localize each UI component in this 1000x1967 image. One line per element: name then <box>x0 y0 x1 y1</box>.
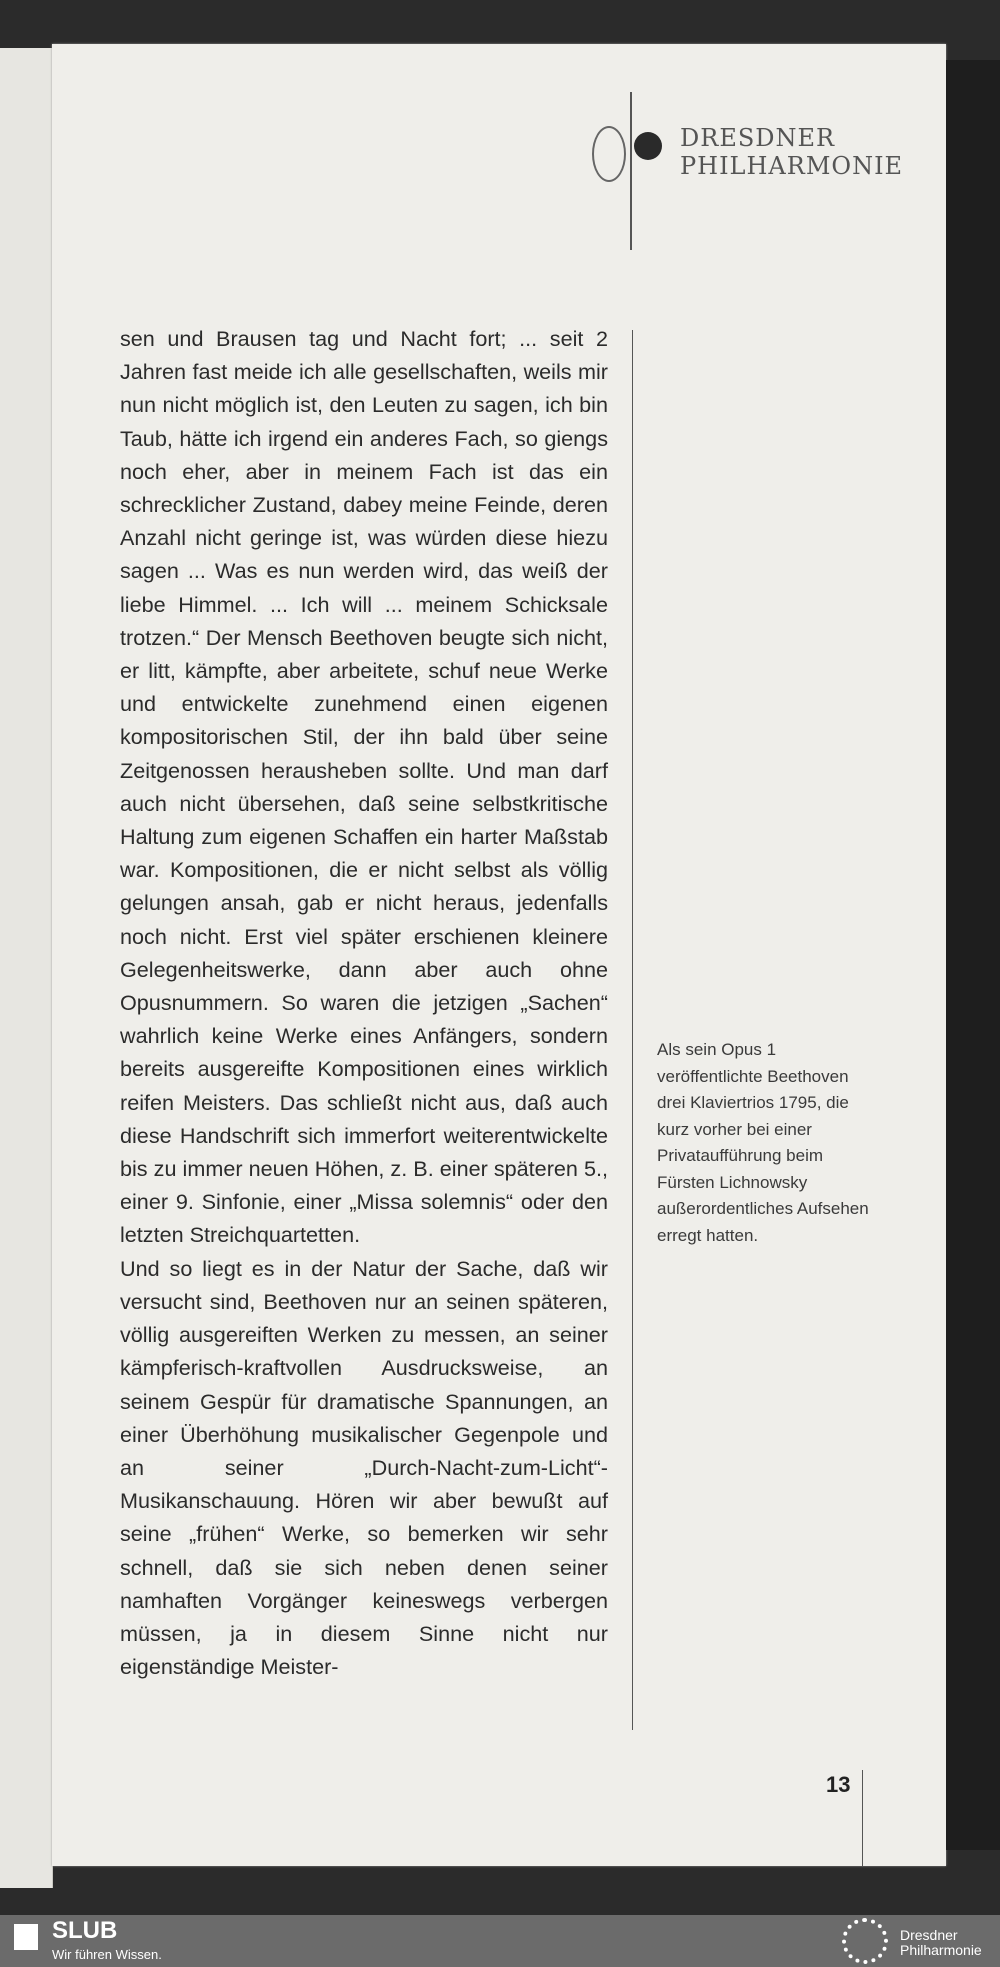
logo-line-1: DRESDNER <box>680 124 836 152</box>
slub-logo-icon <box>14 1924 38 1950</box>
dresdner-philharmonie-logo-icon <box>842 1918 888 1964</box>
partner-line-2: Philharmonie <box>900 1942 982 1958</box>
slub-subtitle: Wir führen Wissen. <box>52 1947 162 1962</box>
body-text <box>120 322 608 1683</box>
slub-title: SLUB <box>52 1917 118 1944</box>
partner-line-1: Dresdner <box>900 1927 958 1943</box>
column-divider <box>632 330 633 1730</box>
partner-logo-text <box>900 1928 982 1958</box>
body-paragraph-1: sen und Brausen tag und Nacht fort; ... seit 2 Jahren fast meide ich alle gesellschaften, weils mir nun nicht möglich ist, den Leuten zu sagen, ich bin Taub, hätte ich irgend ein anderes Fach, so giengs noch eher, aber in meinem Fach ist das ein schrecklicher Zustand, dabey meine Feinde, deren Anzahl nicht geringe ist, was würden diese hiezu sagen ... Was es nun werden wird, das weiß der liebe Himmel. ... Ich will ... meinem Schicksale trotzen.“ Der Mensch Beethoven beugte sich nicht, er litt, kämpfte, aber arbeitete, schuf neue Werke und entwickelte zunehmend einen eigenen kompositorischen Stil, der ihn bald über seine Zeitgenossen herausheben sollte. Und man darf auch nicht übersehen, daß seine selbstkritische Haltung zum eigenen Schaffen ein harter Maßstab war. Kompositionen, die er nicht selbst als völlig gelungen ansah, gab er nicht heraus, jedenfalls noch nicht. Erst viel später erschienen kleinere Gelegenheitswerke, dann aber auch ohne Opusnummern. So waren die jetzigen „Sachen“ wahrlich keine Werke eines Anfängers, sondern bereits ausgereifte Kompositionen eines wirklich reifen Meisters. Das schließt nicht aus, daß auch diese Handschrift sich immerfort weiterentwickelte bis zu immer neuen Höhen, z. B. einer späteren 5., einer 9. Sinfonie, einer „Missa solemnis“ oder den letzten Streichquartetten. <box>120 326 608 1248</box>
margin-note: Als sein Opus 1 veröffentlichte Beethoven drei Klaviertrios 1795, die kurz vorher bei einer Privataufführung beim Fürsten Lichnowsky außerordentliches Aufsehen erregt hatten. <box>657 1040 869 1245</box>
logo-line-2: PHILHARMONIE <box>680 152 904 180</box>
page-number: 13 <box>826 1772 851 1797</box>
logo-dot <box>634 132 662 160</box>
next-page-edge <box>946 60 1000 1850</box>
page-number-rule <box>862 1770 863 1866</box>
logo-text <box>680 124 903 180</box>
body-paragraph-2: Und so liegt es in der Natur der Sache, daß wir versucht sind, Beethoven nur an seinen späteren, völlig ausgereiften Werken zu messen, an seiner kämpferisch-kraftvollen Ausdrucksweise, an seinem Gespür für dramatische Spannungen, an einer Überhöhung musikalischer Gegenpole und an seiner „Durch-Nacht-zum-Licht“-Musikanschauung. Hören wir aber bewußt auf seine „frühen“ Werke, so bemerken wir sehr schnell, daß sie sich neben denen seiner namhaften Vorgänger keineswegs verbergen müssen, ja in diesem Sinne nicht nur eigenständige Meister- <box>120 1255 608 1680</box>
logo-d-shape <box>592 126 626 182</box>
logo-bar <box>630 92 632 250</box>
previous-page-edge <box>0 48 53 1888</box>
